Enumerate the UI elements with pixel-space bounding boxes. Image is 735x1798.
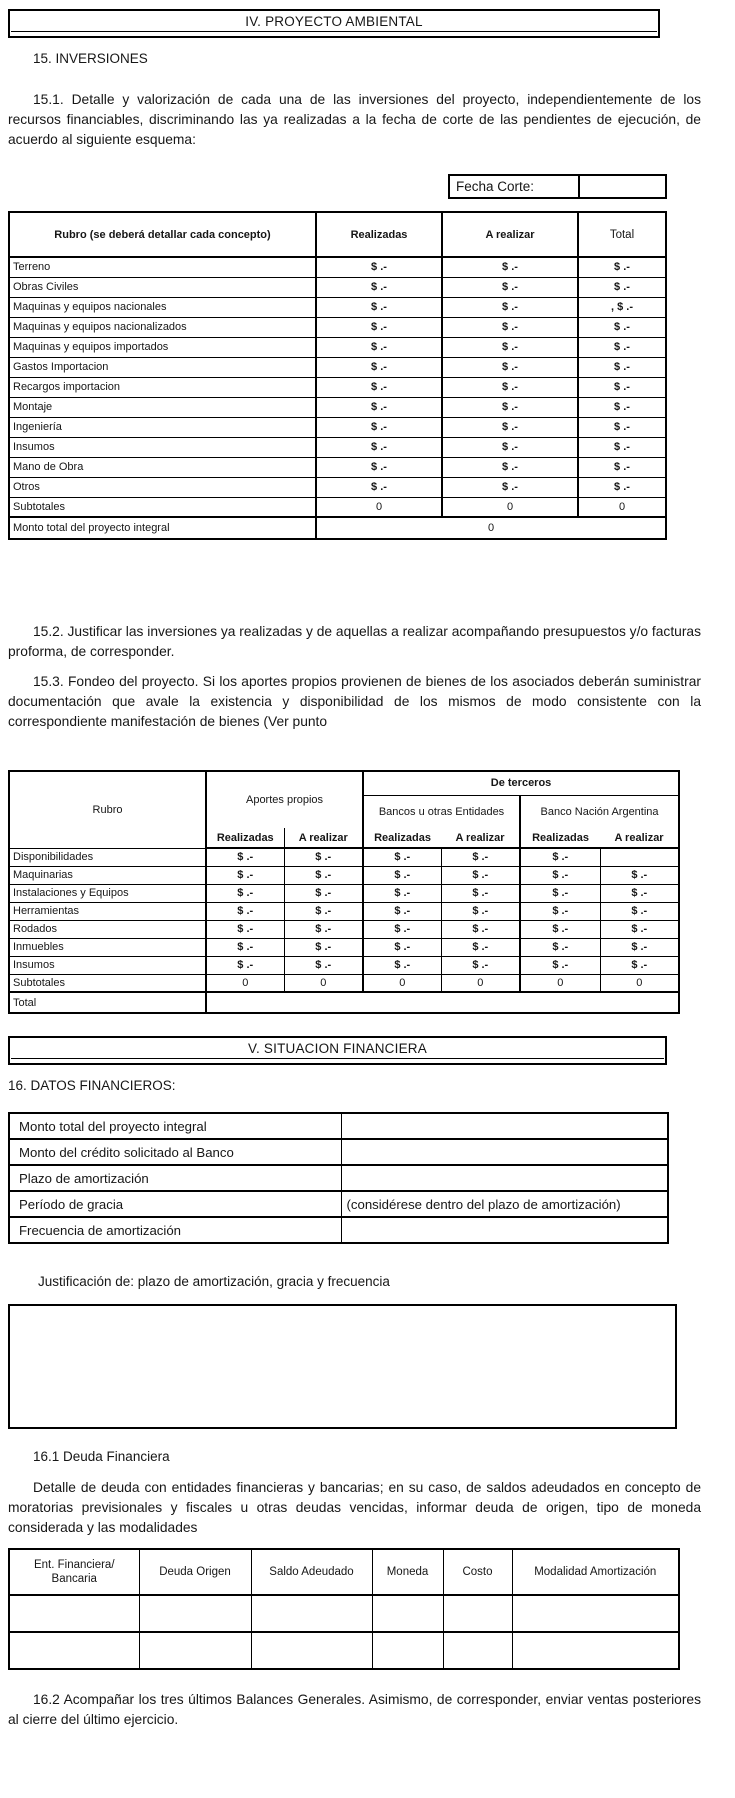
field-value — [341, 1165, 668, 1191]
value-cell: $ .- — [363, 920, 441, 938]
value-cell: $ .- — [442, 257, 578, 277]
datos-financieros-table — [8, 1112, 669, 1244]
rubro-cell: Monto total del proyecto integral — [9, 517, 316, 539]
value-cell: $ .- — [442, 357, 578, 377]
value-cell: $ .- — [284, 884, 363, 902]
value-cell: $ .- — [578, 397, 666, 417]
col-total: Total — [578, 212, 666, 257]
col-modalidad-amortizacion: Modalidad Amortización — [512, 1549, 679, 1595]
value-cell: $ .- — [578, 417, 666, 437]
value-cell: 0 — [363, 974, 441, 992]
value-cell: $ .- — [600, 920, 679, 938]
table-row — [9, 297, 666, 317]
table-row — [9, 848, 679, 866]
table-row — [9, 437, 666, 457]
value-cell: $ .- — [578, 317, 666, 337]
value-cell: $ .- — [284, 902, 363, 920]
value-cell: $ .- — [442, 277, 578, 297]
col-a-realizar: A realizar — [442, 212, 578, 257]
fondeo-table — [8, 770, 680, 1014]
value-cell: $ .- — [578, 437, 666, 457]
table-row — [9, 1165, 668, 1191]
empty-cell — [139, 1595, 251, 1632]
rubro-cell: Insumos — [9, 437, 316, 457]
col-rubro: Rubro — [92, 803, 123, 816]
rubro-cell: Mano de Obra — [9, 457, 316, 477]
rubro-cell: Recargos importacion — [9, 377, 316, 397]
value-cell: $ .- — [316, 417, 442, 437]
value-cell: $ .- — [363, 848, 441, 866]
table-row — [9, 257, 666, 277]
empty-cell — [512, 1632, 679, 1669]
paragraph-15-1: 15.1. Detalle y valorización de cada una de las inversiones del proyecto, independientemente de los recursos financiables, discriminando las ya realizadas a la fecha de corte de las pendientes de ejecución, de acuerdo al siguiente esquema: — [8, 92, 701, 147]
col-bancos-otras-entidades: Bancos u otras Entidades — [363, 795, 520, 828]
rubro-cell: Inmuebles — [9, 938, 206, 956]
rubro-cell: Instalaciones y Equipos — [9, 884, 206, 902]
empty-cell — [251, 1632, 372, 1669]
col-costo: Costo — [443, 1549, 512, 1595]
subcol-a-realizar: A realizar — [284, 828, 363, 848]
value-cell: $ .- — [520, 902, 600, 920]
fecha-corte-box — [448, 174, 667, 199]
value-cell: $ .- — [284, 938, 363, 956]
inversiones-table — [8, 211, 667, 540]
section-iv-title: IV. PROYECTO AMBIENTAL — [11, 11, 657, 32]
value-cell: $ .- — [578, 477, 666, 497]
value-cell: $ .- — [316, 317, 442, 337]
table-row — [9, 277, 666, 297]
value-cell: $ .- — [442, 337, 578, 357]
table-row — [9, 1632, 679, 1669]
empty-cell — [443, 1595, 512, 1632]
value-cell: $ .- — [441, 848, 520, 866]
value-cell: $ .- — [316, 277, 442, 297]
value-cell: $ .- — [600, 902, 679, 920]
value-cell: $ .- — [441, 884, 520, 902]
rubro-cell: Obras Civiles — [9, 277, 316, 297]
value-cell: $ .- — [520, 920, 600, 938]
value-cell: $ .- — [284, 848, 363, 866]
empty-cell — [372, 1632, 443, 1669]
value-cell: $ .- — [442, 477, 578, 497]
col-ent-financiera-bancaria: Ent. Financiera/ Bancaria — [9, 1549, 139, 1595]
value-cell: $ .- — [442, 397, 578, 417]
heading-16-datos-financieros: 16. DATOS FINANCIEROS: — [8, 1078, 176, 1093]
subtotals-row — [9, 974, 679, 992]
rubro-cell: Maquinas y equipos nacionales — [9, 297, 316, 317]
value-cell: $ .- — [441, 902, 520, 920]
empty-cell — [9, 1595, 139, 1632]
col-de-terceros: De terceros — [363, 771, 679, 795]
subcol-realizadas: Realizadas — [206, 828, 284, 848]
deuda-table — [8, 1548, 680, 1670]
value-cell: $ .- — [600, 938, 679, 956]
value-cell: $ .- — [520, 884, 600, 902]
grand-total-row — [9, 992, 679, 1013]
heading-15-inversiones: 15. INVERSIONES — [33, 51, 148, 66]
value-cell: $ .- — [578, 377, 666, 397]
value-cell: 0 — [316, 497, 442, 517]
value-cell: $ .- — [206, 884, 284, 902]
value-cell: 0 — [206, 974, 284, 992]
value-cell: $ .- — [578, 457, 666, 477]
table-row — [9, 902, 679, 920]
section-iv-title-box — [8, 9, 660, 38]
field-label: Período de gracia — [9, 1191, 341, 1217]
rubro-cell: Subtotales — [9, 497, 316, 517]
table-row — [9, 357, 666, 377]
subcol-a-realizar: A realizar — [600, 828, 679, 848]
table-row — [9, 1217, 668, 1243]
empty-cell — [9, 1632, 139, 1669]
value-cell: $ .- — [316, 257, 442, 277]
value-cell: $ .- — [316, 357, 442, 377]
value-cell: $ .- — [284, 956, 363, 974]
value-cell: $ .- — [363, 866, 441, 884]
value-cell: $ .- — [600, 956, 679, 974]
table-row — [9, 477, 666, 497]
subcol-realizadas: Realizadas — [363, 828, 441, 848]
value-cell: 0 — [284, 974, 363, 992]
value-cell: $ .- — [206, 848, 284, 866]
section-v-title-box — [8, 1036, 667, 1065]
table-row — [9, 920, 679, 938]
heading-16-1-deuda-financiera: 16.1 Deuda Financiera — [33, 1449, 170, 1464]
rubro-cell: Maquinas y equipos nacionalizados — [9, 317, 316, 337]
table-row — [9, 956, 679, 974]
rubro-cell: Montaje — [9, 397, 316, 417]
value-cell: $ .- — [578, 257, 666, 277]
rubro-cell: Total — [9, 992, 206, 1013]
field-value: (considérese dentro del plazo de amortización) — [341, 1191, 668, 1217]
value-cell: $ .- — [363, 902, 441, 920]
value-cell: $ .- — [316, 337, 442, 357]
subtotals-row — [9, 497, 666, 517]
rubro-cell: Terreno — [9, 257, 316, 277]
table-row — [9, 1139, 668, 1165]
value-cell: 0 — [578, 497, 666, 517]
col-moneda: Moneda — [372, 1549, 443, 1595]
field-label: Monto total del proyecto integral — [19, 1118, 207, 1134]
field-value — [341, 1113, 668, 1139]
value-cell: , $ .- — [578, 297, 666, 317]
col-rubro: Rubro (se deberá detallar cada concepto) — [9, 212, 316, 257]
table-row — [9, 417, 666, 437]
rubro-cell: Disponibilidades — [9, 848, 206, 866]
col-deuda-origen: Deuda Origen — [139, 1549, 251, 1595]
value-cell: $ .- — [316, 477, 442, 497]
value-cell: $ .- — [442, 297, 578, 317]
value-cell: 0 — [520, 974, 600, 992]
value-cell: $ .- — [442, 437, 578, 457]
field-label: Monto del crédito solicitado al Banco — [9, 1139, 341, 1165]
table-row — [9, 1113, 668, 1139]
value-cell: $ .- — [442, 417, 578, 437]
empty-cell — [251, 1595, 372, 1632]
rubro-cell: Gastos Importacion — [9, 357, 316, 377]
rubro-cell: Ingeniería — [9, 417, 316, 437]
grand-total-value: 0 — [316, 517, 666, 539]
value-cell: $ .- — [520, 956, 600, 974]
value-cell: $ .- — [578, 337, 666, 357]
table-row — [9, 317, 666, 337]
value-cell: $ .- — [284, 866, 363, 884]
col-realizadas: Realizadas — [316, 212, 442, 257]
table-row — [9, 377, 666, 397]
justificacion-box — [8, 1304, 677, 1429]
justificacion-label: Justificación de: plazo de amortización, gracia y frecuencia — [38, 1274, 390, 1289]
table-row — [9, 866, 679, 884]
deuda-header-row — [9, 1549, 679, 1595]
value-cell — [600, 848, 679, 866]
value-cell: $ .- — [316, 397, 442, 417]
field-value — [341, 1139, 668, 1165]
rubro-cell: Maquinarias — [9, 866, 206, 884]
value-cell: $ .- — [206, 866, 284, 884]
value-cell: $ .- — [206, 938, 284, 956]
value-cell: $ .- — [363, 956, 441, 974]
value-cell: $ .- — [316, 437, 442, 457]
paragraph-16-1-detalle: Detalle de deuda con entidades financieras y bancarias; en su caso, de saldos adeudados en concepto de moratorias previsionales y fiscales u otras deudas vencidas, informar deuda de origen, tipo de moneda considerada y las modalidades — [8, 1480, 701, 1535]
table-row — [9, 1191, 668, 1217]
table-row — [9, 337, 666, 357]
table-row — [9, 884, 679, 902]
rubro-cell: Insumos — [9, 956, 206, 974]
paragraph-15-3: 15.3. Fondeo del proyecto. Si los aportes propios provienen de bienes de los asociados deberán suministrar documentación que avale la existencia y disponibilidad de los mismos de modo consistente con la correspondiente manifestación de bienes (Ver punto — [8, 674, 701, 729]
table-row — [9, 397, 666, 417]
empty-cell — [372, 1595, 443, 1632]
section-v-title: V. SITUACION FINANCIERA — [11, 1038, 664, 1059]
value-cell: $ .- — [206, 956, 284, 974]
paragraph-16-2: 16.2 Acompañar los tres últimos Balances Generales. Asimismo, de corresponder, enviar ventas posteriores al cierre del último ejercicio. — [8, 1692, 701, 1727]
grand-total-value — [206, 992, 679, 1013]
empty-cell — [443, 1632, 512, 1669]
value-cell: $ .- — [442, 317, 578, 337]
rubro-cell: Rodados — [9, 920, 206, 938]
subcol-realizadas: Realizadas — [520, 828, 600, 848]
rubro-cell: Subtotales — [9, 974, 206, 992]
fecha-corte-label: Fecha Corte: — [450, 176, 580, 197]
empty-cell — [512, 1595, 679, 1632]
value-cell: $ .- — [363, 884, 441, 902]
inversiones-header-row — [9, 212, 666, 257]
value-cell: $ .- — [316, 457, 442, 477]
rubro-cell: Maquinas y equipos importados — [9, 337, 316, 357]
value-cell: $ .- — [441, 956, 520, 974]
col-saldo-adeudado: Saldo Adeudado — [251, 1549, 372, 1595]
col-banco-nacion-argentina: Banco Nación Argentina — [520, 795, 679, 828]
fondeo-header-row-1 — [9, 771, 679, 795]
value-cell: $ .- — [520, 866, 600, 884]
fecha-corte-value — [580, 176, 665, 197]
table-row — [9, 457, 666, 477]
subcol-a-realizar: A realizar — [441, 828, 520, 848]
table-row — [9, 938, 679, 956]
field-label: Plazo de amortización — [9, 1165, 341, 1191]
rubro-cell: Herramientas — [9, 902, 206, 920]
rubro-cell: Otros — [9, 477, 316, 497]
value-cell: $ .- — [600, 884, 679, 902]
value-cell: 0 — [441, 974, 520, 992]
value-cell: $ .- — [441, 866, 520, 884]
value-cell: $ .- — [441, 920, 520, 938]
value-cell: $ .- — [578, 277, 666, 297]
field-value — [341, 1217, 668, 1243]
value-cell: $ .- — [206, 920, 284, 938]
value-cell: 0 — [442, 497, 578, 517]
value-cell: $ .- — [284, 920, 363, 938]
value-cell: $ .- — [316, 297, 442, 317]
empty-cell — [139, 1632, 251, 1669]
value-cell: $ .- — [441, 938, 520, 956]
value-cell: $ .- — [520, 848, 600, 866]
paragraph-15-2: 15.2. Justificar las inversiones ya realizadas y de aquellas a realizar acompañando presupuestos y/o facturas proforma, de corresponder. — [8, 624, 701, 659]
value-cell: 0 — [600, 974, 679, 992]
grand-total-row — [9, 517, 666, 539]
value-cell: $ .- — [442, 457, 578, 477]
value-cell: $ .- — [316, 377, 442, 397]
value-cell: $ .- — [363, 938, 441, 956]
table-row — [9, 1595, 679, 1632]
value-cell: $ .- — [206, 902, 284, 920]
field-label: Frecuencia de amortización — [9, 1217, 341, 1243]
value-cell: $ .- — [442, 377, 578, 397]
value-cell: $ .- — [520, 938, 600, 956]
col-aportes-propios: Aportes propios — [206, 771, 363, 828]
value-cell: $ .- — [578, 357, 666, 377]
value-cell: $ .- — [600, 866, 679, 884]
